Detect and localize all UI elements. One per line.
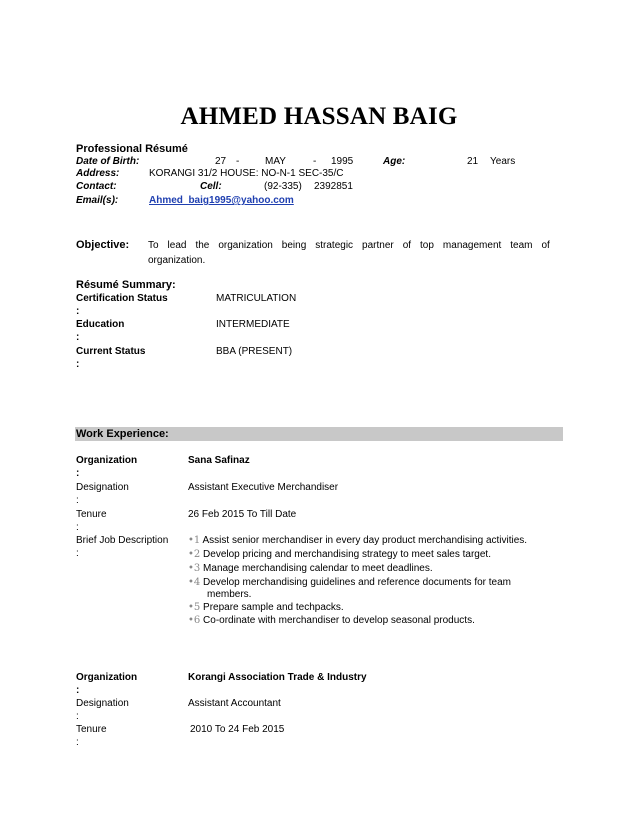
objective-word: of [402, 240, 412, 251]
summary-colon: : [76, 332, 80, 343]
work-experience-heading: Work Experience: [76, 428, 169, 440]
address-label: Address: [76, 168, 120, 179]
job2-org-colon: : [76, 685, 80, 696]
objective-word: team [510, 240, 533, 251]
email-label: Email(s): [76, 195, 119, 206]
job1-designation-value: Assistant Executive Merchandiser [188, 482, 339, 493]
objective-word: organization [218, 240, 273, 251]
duty-bullet: •1 [188, 535, 201, 546]
summary-colon: : [76, 359, 80, 370]
duty-item [188, 535, 527, 546]
job1-tenure-value: 26 Feb 2015 To Till Date [188, 509, 297, 520]
contact-label: Contact: [76, 181, 117, 192]
age-value: 21 [467, 156, 479, 167]
dob-separator: - [236, 156, 240, 167]
cell-label: Cell: [200, 181, 222, 192]
job2-tenure-value: 2010 To 24 Feb 2015 [190, 724, 285, 735]
duty-item [188, 602, 344, 613]
objective-label: Objective: [76, 239, 130, 251]
duty-text-continued: members. [207, 589, 252, 600]
objective-word: lead [167, 240, 187, 251]
age-label: Age: [383, 156, 406, 167]
job1-tenure-label: Tenure [76, 509, 107, 520]
objective-word: of [541, 240, 550, 251]
job1-designation-label: Designation [76, 482, 129, 493]
job2-tenure-colon: : [76, 737, 79, 748]
duty-text: Develop pricing and merchandising strategy to meet sales target. [203, 549, 491, 560]
email-link[interactable]: Ahmed_baig1995@yahoo.com [149, 195, 294, 206]
duty-text: Develop merchandising guidelines and reference documents for team [203, 577, 512, 588]
objective-word: To [148, 240, 159, 251]
address-value: KORANGI 31/2 HOUSE: NO-N-1 SEC-35/C [149, 168, 344, 179]
duty-text: Manage merchandising calendar to meet deadlines. [203, 563, 433, 574]
duty-text: Co-ordinate with merchandiser to develop seasonal products. [203, 615, 475, 626]
cell-number: 2392851 [314, 181, 353, 192]
dob-label: Date of Birth: [76, 156, 140, 167]
job1-org-label: Organization [76, 455, 138, 466]
duty-text: Prepare sample and techpacks. [203, 602, 344, 613]
objective-line-2: organization. [148, 255, 206, 266]
job2-designation-label: Designation [76, 698, 129, 709]
duty-item [188, 577, 511, 588]
duty-item [188, 615, 475, 626]
job1-brief-label: Brief Job Description [76, 535, 169, 546]
duty-bullet: •5 [188, 602, 201, 613]
objective-word: being [281, 240, 307, 251]
objective-word: management [442, 240, 502, 251]
summary-value: INTERMEDIATE [216, 319, 290, 330]
job1-brief-colon: : [76, 548, 79, 559]
job2-tenure-label: Tenure [76, 724, 107, 735]
job1-org-value: Sana Safinaz [188, 455, 250, 466]
dob-year: 1995 [331, 156, 354, 167]
job1-tenure-colon: : [76, 522, 79, 533]
objective-text [148, 238, 550, 268]
age-unit: Years [490, 156, 516, 167]
dob-month: MAY [265, 156, 286, 167]
duty-item [188, 549, 491, 560]
job2-org-value: Korangi Association Trade & Industry [188, 672, 367, 683]
summary-label: Current Status [76, 346, 146, 357]
objective-word: partner [362, 240, 394, 251]
cell-code: (92-335) [264, 181, 302, 192]
document-subtitle: Professional Résumé [76, 143, 188, 155]
summary-heading: Résumé Summary: [76, 279, 176, 291]
duty-bullet: •4 [188, 577, 201, 588]
summary-colon: : [76, 306, 80, 317]
summary-value: BBA (PRESENT) [216, 346, 293, 357]
objective-word: top [420, 240, 434, 251]
dob-separator: - [313, 156, 317, 167]
job1-org-colon: : [76, 468, 80, 479]
objective-word: the [195, 240, 210, 251]
duty-text: Assist senior merchandiser in every day product merchandising activities. [202, 535, 528, 546]
job2-designation-colon: : [76, 711, 79, 722]
resume-name: AHMED HASSAN BAIG [180, 103, 458, 130]
job1-designation-colon: : [76, 495, 79, 506]
duty-bullet: •3 [188, 563, 201, 574]
summary-label: Education [76, 319, 125, 330]
objective-line-1 [148, 238, 550, 253]
duty-bullet: •2 [188, 549, 201, 560]
objective-word: strategic [315, 240, 354, 251]
work-experience-bar [75, 427, 563, 441]
duty-item [188, 563, 433, 574]
duty-bullet: •6 [188, 615, 201, 626]
job2-designation-value: Assistant Accountant [188, 698, 281, 709]
job2-org-label: Organization [76, 672, 138, 683]
dob-day: 27 [215, 156, 227, 167]
summary-value: MATRICULATION [216, 293, 297, 304]
summary-label: Certification Status [76, 293, 168, 304]
